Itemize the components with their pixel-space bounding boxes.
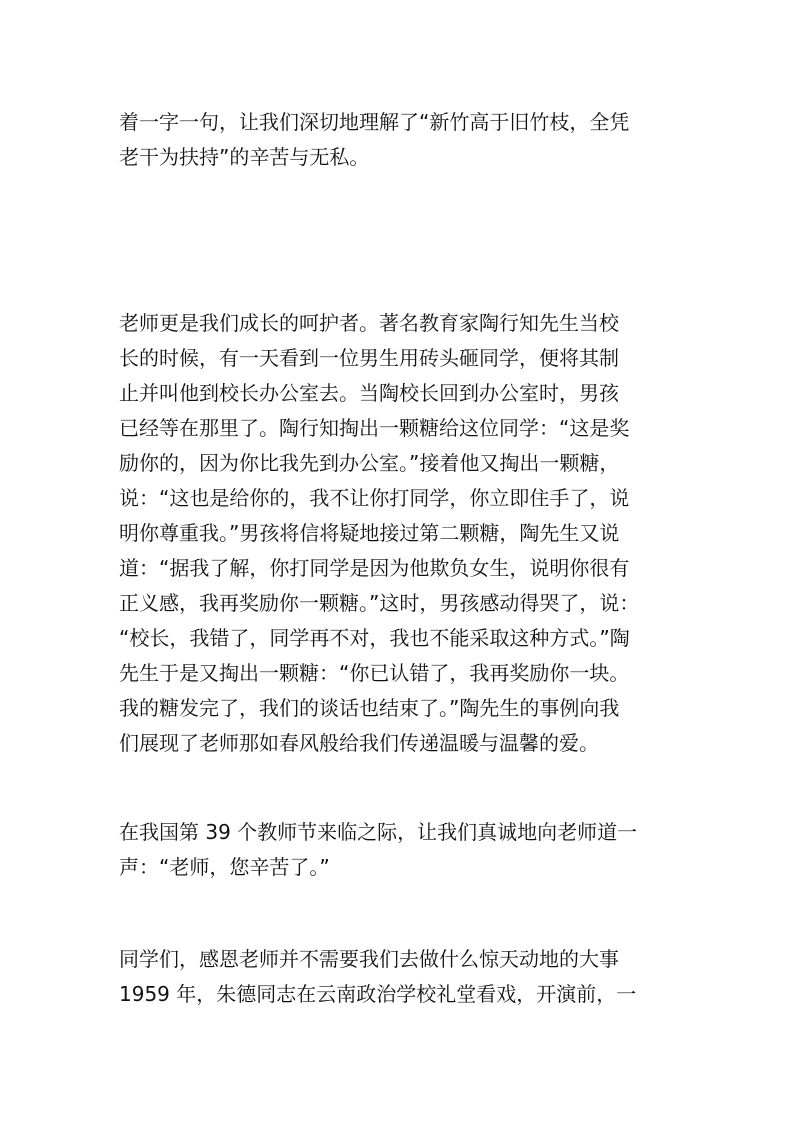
text-line: 1959 年，朱德同志在云南政治学校礼堂看戏，开演前，一 (119, 982, 637, 1006)
text-line: 已经等在那里了。陶行知掏出一颗糖给这位同学：“这是奖 (119, 416, 630, 440)
paragraph-1 (119, 105, 699, 175)
text-line: 着一字一句，让我们深切地理解了“新竹高于旧竹枝，全凭 (119, 110, 630, 134)
paragraph-2 (119, 306, 699, 761)
text-line: 们展现了老师那如春风般给我们传递温暖与温馨的爱。 (119, 731, 599, 755)
text-line: 先生于是又掏出一颗糖：“你已认错了，我再奖励你一块。 (119, 661, 630, 685)
text-line: 同学们，感恩老师并不需要我们去做什么惊天动地的大事 (119, 947, 619, 971)
text-line: 我的糖发完了，我们的谈话也结束了。”陶先生的事例向我 (119, 696, 620, 720)
text-line: 励你的，因为你比我先到办公室。”接着他又掏出一颗糖， (119, 451, 620, 475)
text-line: 在我国第 39 个教师节来临之际，让我们真诚地向老师道一 (119, 820, 638, 844)
text-line: 说：“这也是给你的，我不让你打同学，你立即住手了，说 (119, 486, 630, 510)
text-line: 声：“老师，您辛苦了。” (119, 855, 330, 879)
text-line: 明你尊重我。”男孩将信将疑地接过第二颗糖，陶先生又说 (119, 521, 620, 545)
text-line: 止并叫他到校长办公室去。当陶校长回到办公室时，男孩 (119, 381, 619, 405)
paragraph-4 (119, 942, 699, 1012)
text-line: 道：“据我了解，你打同学是因为他欺负女生，说明你很有 (119, 556, 630, 580)
text-line: 老干为扶持”的辛苦与无私。 (119, 145, 370, 169)
text-line: 长的时候，有一天看到一位男生用砖头砸同学，便将其制 (119, 346, 619, 370)
text-line: 正义感，我再奖励你一颗糖。”这时，男孩感动得哭了，说： (119, 591, 640, 615)
paragraph-3 (119, 815, 699, 885)
text-line: 老师更是我们成长的呵护者。著名教育家陶行知先生当校 (119, 311, 619, 335)
text-line: “校长，我错了，同学再不对，我也不能采取这种方式。”陶 (119, 626, 630, 650)
